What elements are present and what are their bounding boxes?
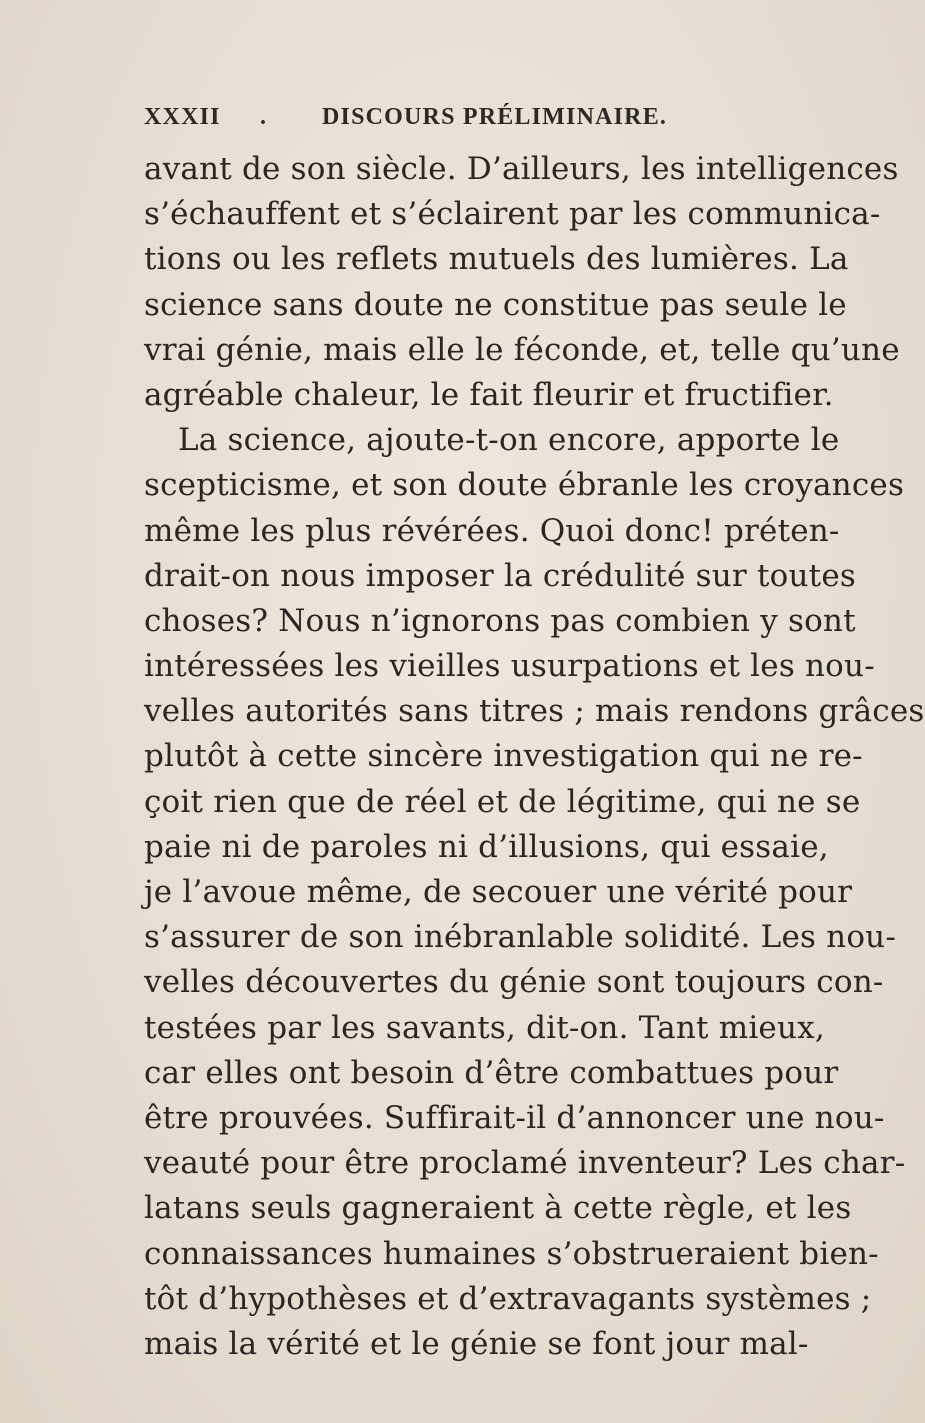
text-line: testées par les savants, dit-on. Tant mieux, [144,1009,825,1046]
running-title: DISCOURS PRÉLIMINAIRE. [322,104,668,130]
page-number: XXXII [144,104,221,130]
text-line: science sans doute ne constitue pas seule le [144,286,847,323]
text-line: tions ou les reflets mutuels des lumières. La [144,241,849,278]
text-line: drait-on nous imposer la crédulité sur toutes [144,557,856,594]
text-line: choses? Nous n’ignorons pas combien y sont [144,602,856,639]
paragraph-start-line: La science, ajoute-t-on encore, apporte le [178,422,840,459]
text-line: connaissances humaines s’obstrueraient bien- [144,1235,879,1272]
text-line: velles autorités sans titres ; mais rendons grâces [144,693,925,730]
text-line: veauté pour être proclamé inventeur? Les char- [144,1145,906,1182]
text-line: avant de son siècle. D’ailleurs, les intelligences [144,151,899,187]
text-line: plutôt à cette sincère investigation qui ne re- [144,738,863,775]
text-line: s’assurer de son inébranlable solidité. Les nou- [144,919,897,956]
text-line: car elles ont besoin d’être combattues pour [144,1054,839,1091]
text-line: être prouvées. Suffirait-il d’annoncer une nou- [144,1099,885,1136]
text-line: même les plus révérées. Quoi donc! préten- [144,512,840,549]
header-mark: . [260,104,268,130]
running-head [144,104,784,138]
text-line: agréable chaleur, le fait fleurir et fructifier. [144,376,834,413]
text-line: mais la vérité et le génie se font jour mal- [144,1325,809,1362]
text-line: tôt d’hypothèses et d’extravagants systèmes ; [144,1280,872,1317]
text-line: paie ni de paroles ni d’illusions, qui essaie, [144,828,829,865]
text-line: velles découvertes du génie sont toujours con- [144,964,884,1001]
body-text [144,147,925,1367]
text-line: latans seuls gagneraient à cette règle, et les [144,1190,852,1227]
text-line: intéressées les vieilles usurpations et les nou- [144,648,875,685]
text-line: je l’avoue même, de secouer une vérité pour [144,874,853,910]
text-line: vrai génie, mais elle le féconde, et, telle qu’une [144,331,900,368]
text-line: çoit rien que de réel et de légitime, qui ne se [144,783,861,820]
text-line: s’échauffent et s’éclairent par les communica- [144,196,881,233]
text-line: scepticisme, et son doute ébranle les croyances [144,467,905,504]
